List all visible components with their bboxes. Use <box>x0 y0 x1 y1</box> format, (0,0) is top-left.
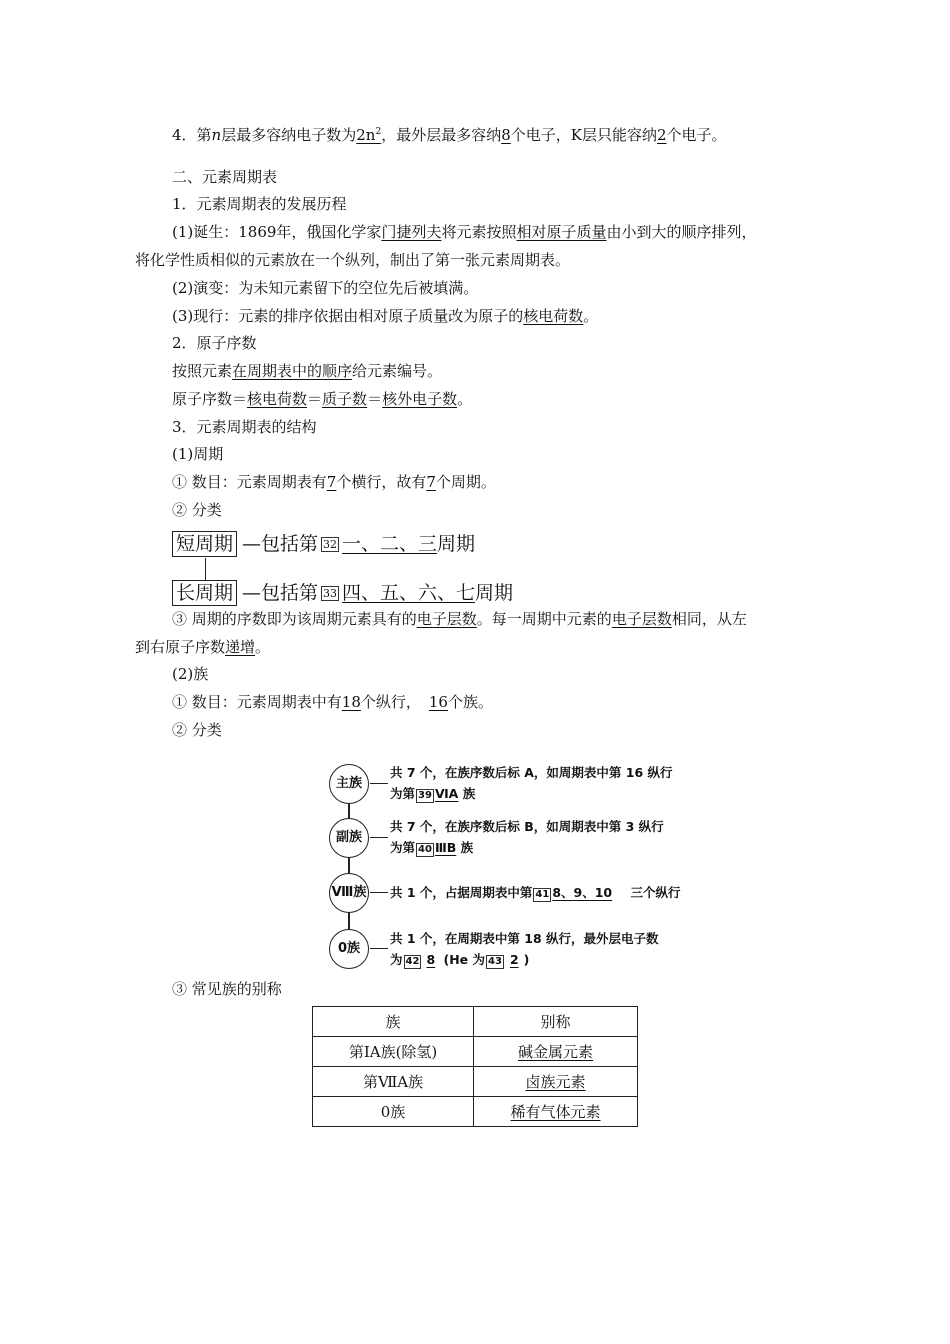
answer-8: 8 <box>501 126 511 144</box>
table-cell: 稀有气体元素 <box>474 1097 638 1127</box>
paragraph: (1)诞生：1869年，俄国化学家门捷列夫将元素按照相对原子质量由小到大的顺序排列， <box>172 223 757 241</box>
vertical-connector <box>348 783 350 953</box>
connector-line <box>205 558 206 580</box>
paragraph: ③ 常见族的别称 <box>172 980 282 998</box>
paragraph: 将化学性质相似的元素放在一个纵列，制出了第一张元素周期表。 <box>135 251 571 269</box>
long-period-box: 长周期 <box>172 580 237 606</box>
paragraph: (2)演变：为未知元素留下的空位先后被填满。 <box>172 279 479 297</box>
table-header: 别称 <box>474 1007 638 1037</box>
short-period-desc: —包括第 32 一、二、三周期 <box>242 533 476 555</box>
blank-number-box: 32 <box>323 538 338 551</box>
answer-2: 2 <box>656 126 667 144</box>
paragraph: ③ 周期的序数即为该周期元素具有的电子层数。每一周期中元素的电子层数相同，从左 <box>172 610 747 628</box>
table-cell: 卤族元素 <box>474 1067 638 1097</box>
table-cell: 第ⅠA族(除氢) <box>313 1037 474 1067</box>
paragraph: ② 分类 <box>172 721 222 739</box>
table-header: 族 <box>313 1007 474 1037</box>
sub-group-desc: 共 7 个，在族序数后标 B，如周期表中第 3 纵行 为第 40 ⅢB 族 <box>390 819 664 855</box>
arrow-line <box>370 837 388 838</box>
table-cell: 0族 <box>313 1097 474 1127</box>
paragraph: 到右原子序数递增。 <box>135 638 271 656</box>
paragraph: 按照元素在周期表中的顺序给元素编号。 <box>172 362 443 380</box>
subsection-heading: 3．元素周期表的结构 <box>172 418 317 436</box>
group-zero-circle: 0族 <box>329 929 369 969</box>
table-cell: 碱金属元素 <box>474 1037 638 1067</box>
table-row <box>313 1067 638 1097</box>
group-zero-desc: 共 1 个，在周期表中第 18 纵行，最外层电子数 为 42 8 (He 为 43 2 ) <box>390 931 659 967</box>
paragraph: ② 分类 <box>172 501 222 519</box>
table-header-row <box>313 1007 638 1037</box>
table-row <box>313 1037 638 1067</box>
paragraph: ① 数目：元素周期表有7个横行，故有7个周期。 <box>172 473 496 491</box>
main-group-circle: 主族 <box>329 764 369 804</box>
sub-group-circle: 副族 <box>329 818 369 858</box>
subsection-heading: 1．元素周期表的发展历程 <box>172 195 347 213</box>
section-heading: 二、元素周期表 <box>172 168 278 186</box>
main-group-desc: 共 7 个，在族序数后标 A，如周期表中第 16 纵行 为第 39 ⅥA 族 <box>390 765 673 801</box>
long-period-desc: —包括第 33 四、五、六、七周期 <box>242 582 514 604</box>
arrow-line <box>370 783 388 784</box>
table-cell: 第ⅦA族 <box>313 1067 474 1097</box>
group-alias-table <box>312 1006 638 1127</box>
paragraph: ① 数目：元素周期表中有18个纵行， 16个族。 <box>172 693 493 711</box>
answer-2n2: $2n^2$ <box>356 126 382 144</box>
table-row <box>313 1097 638 1127</box>
short-period-box: 短周期 <box>172 531 237 557</box>
arrow-line <box>370 892 388 893</box>
electron-capacity-line: 4．第n层最多容纳电子数为$2n^2$，最外层最多容纳8个电子，K层只能容纳2个电子。 <box>172 126 727 144</box>
group-viii-desc: 共 1 个，占据周期表中第 41 8、9、10 三个纵行 <box>390 885 681 900</box>
group-viii-circle: Ⅷ族 <box>329 873 369 913</box>
paragraph: 原子序数＝核电荷数＝质子数＝核外电子数。 <box>172 390 473 408</box>
paragraph: (3)现行：元素的排序依据由相对原子质量改为原子的核电荷数。 <box>172 307 599 325</box>
paragraph: (1)周期 <box>172 445 224 463</box>
subsection-heading: 2．原子序数 <box>172 334 257 352</box>
blank-number-box: 33 <box>323 587 338 600</box>
paragraph: (2)族 <box>172 665 209 683</box>
arrow-line <box>370 948 388 949</box>
